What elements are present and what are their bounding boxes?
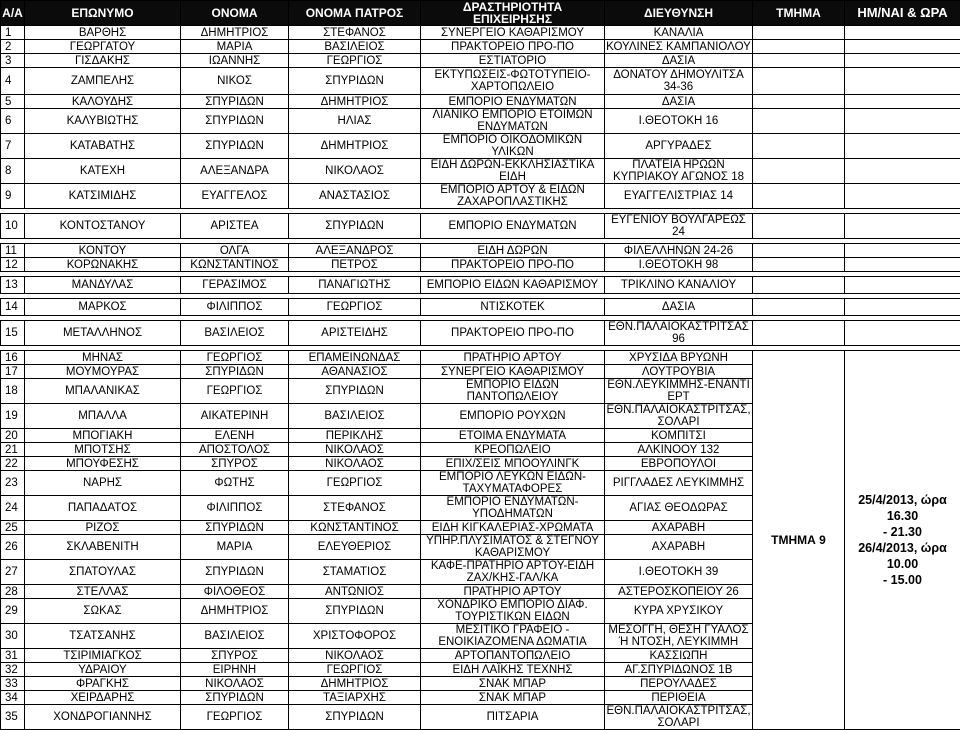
surname-cell: ΚΑΛΥΒΙΩΤΗΣ [25,109,181,134]
name-cell: ΒΑΣΙΛΕΙΟΣ [181,321,289,346]
dept-empty-cell [753,134,845,159]
name-cell: ΔΗΜΗΤΡΙΟΣ [181,26,289,40]
name-cell: ΦΩΤΗΣ [181,471,289,496]
dept-empty-cell [753,321,845,346]
name-cell: ΦΙΛΙΠΠΟΣ [181,299,289,316]
address-cell: ΕΥΑΓΓΕΛΙΣΤΡΙΑΣ 14 [605,184,753,209]
address-cell: ΕΒΡΟΠΟΥΛΟΙ [605,457,753,471]
activity-cell: ΣΥΝΕΡΓΕΙΟ ΚΑΘΑΡΙΣΜΟΥ [421,26,605,40]
dept-empty-cell [753,159,845,184]
surname-cell: ΜΠΟΓΙΑΚΗ [25,429,181,443]
row-number: 24 [1,496,25,521]
row-number: 21 [1,443,25,457]
surname-cell: ΜΗΝΑΣ [25,351,181,365]
datetime-empty-cell [845,26,960,40]
table-row [1,68,960,95]
activity-cell: ΕΜΠΟΡΙΟ ΕΙΔΩΝ ΠΑΝΤΟΠΩΛΕΙΟΥ [421,379,605,404]
address-cell: ΠΕΡΙΘΕΙΑ [605,691,753,705]
name-cell: ΑΡΙΣΤΕΑ [181,214,289,239]
row-number: 16 [1,351,25,365]
activity-cell: ΠΡΑΚΤΟΡΕΙΟ ΠΡΟ-ΠΟ [421,321,605,346]
activity-cell: ΕΠΙΧ/ΣΕΙΣ ΜΠΟΟΥΛΙΝΓΚ [421,457,605,471]
surname-cell: ΚΑΤΑΒΑΤΗΣ [25,134,181,159]
activity-cell: ΛΙΑΝΙΚΟ ΕΜΠΟΡΙΟ ΕΤΟΙΜΩΝ ΕΝΔΥΜΑΤΩΝ [421,109,605,134]
row-number: 1 [1,26,25,40]
father-name-cell: ΝΙΚΟΛΑΟΣ [289,649,421,663]
address-cell: ΚΟΜΠΙΤΣΙ [605,429,753,443]
row-number: 9 [1,184,25,209]
address-cell: ΕΘΝ.ΠΑΛΑΙΟΚΑΣΤΡΙΤΣΑΣ, ΣΟΛΑΡΙ [605,705,753,730]
surname-cell: ΧΕΙΡΔΑΡΗΣ [25,691,181,705]
name-cell: ΣΠΥΡΙΔΩΝ [181,95,289,109]
name-cell: ΣΠΥΡΟΣ [181,649,289,663]
row-number: 19 [1,404,25,429]
surname-cell: ΧΟΝΔΡΟΓΙΑΝΝΗΣ [25,705,181,730]
table-row [1,258,960,272]
activity-cell: ΣΝΑΚ ΜΠΑΡ [421,677,605,691]
name-cell: ΝΙΚΟΣ [181,68,289,95]
name-cell: ΜΑΡΙΑ [181,40,289,54]
header-row [1,1,960,26]
surname-cell: ΜΠΑΛΛΑ [25,404,181,429]
table-row [1,184,960,209]
row-number: 23 [1,471,25,496]
row-number: 12 [1,258,25,272]
address-cell: ΑΧΑΡΑΒΗ [605,535,753,560]
address-cell: ΑΓ.ΣΠΥΡΙΔΩΝΟΣ 1Β [605,663,753,677]
activity-cell: ΕΜΠΟΡΙΟ ΡΟΥΧΩΝ [421,404,605,429]
activity-cell: ΚΑΦΕ-ΠΡΑΤΗΡΙΟ ΑΡΤΟΥ-ΕΙΔΗ ΖΑΧ/ΚΗΣ-ΓΑΛ/ΚΑ [421,560,605,585]
address-cell: ΑΡΓΥΡΑΔΕΣ [605,134,753,159]
row-number: 27 [1,560,25,585]
surname-cell: ΜΕΤΑΛΛΗΝΟΣ [25,321,181,346]
datetime-empty-cell [845,184,960,209]
father-name-cell: ΣΠΥΡΙΔΩΝ [289,599,421,624]
surname-cell: ΤΣΑΤΣΑΝΗΣ [25,624,181,649]
datetime-empty-cell [845,109,960,134]
name-cell: ΣΠΥΡΙΔΩΝ [181,109,289,134]
col-address: ΔΙΕΥΘΥΝΣΗ [605,1,753,26]
datetime-empty-cell [845,134,960,159]
row-number: 7 [1,134,25,159]
table-row [1,299,960,316]
table-row [1,40,960,54]
dept-empty-cell [753,184,845,209]
activity-cell: ΕΜΠΟΡΙΟ ΟΙΚΟΔΟΜΙΚΩΝ ΥΛΙΚΩΝ [421,134,605,159]
name-cell: ΝΙΚΟΛΑΟΣ [181,677,289,691]
activity-cell: ΕΙΔΗ ΚΙΓΚΑΛΕΡΙΑΣ-ΧΡΩΜΑΤΑ [421,521,605,535]
datetime-empty-cell [845,40,960,54]
address-cell: Ι.ΘΕΟΤΟΚΗ 98 [605,258,753,272]
father-name-cell: ΕΠΑΜΕΙΝΩΝΔΑΣ [289,351,421,365]
address-cell: ΔΑΣΙΑ [605,95,753,109]
father-name-cell: ΓΕΩΡΓΙΟΣ [289,299,421,316]
datetime-empty-cell [845,214,960,239]
activity-cell: ΠΡΑΤΗΡΙΟ ΑΡΤΟΥ [421,351,605,365]
address-cell: ΔΟΝΑΤΟΥ ΔΗΜΟΥΛΙΤΣΑ 34-36 [605,68,753,95]
activity-cell: ΣΥΝΕΡΓΕΙΟ ΚΑΘΑΡΙΣΜΟΥ [421,365,605,379]
address-cell: ΛΟΥΤΡΟΥΒΙΑ [605,365,753,379]
father-name-cell: ΑΝΑΣΤΑΣΙΟΣ [289,184,421,209]
surname-cell: ΣΚΛΑΒΕΝΙΤΗ [25,535,181,560]
surname-cell: ΚΑΛΟΥΔΗΣ [25,95,181,109]
col-activity-line1: ΔΡΑΣΤΗΡΙΟΤΗΤΑ [421,1,604,13]
surname-cell: ΦΡΑΓΚΗΣ [25,677,181,691]
address-cell: Ι.ΘΕΟΤΟΚΗ 39 [605,560,753,585]
col-aa: Α/Α [1,1,25,26]
father-name-cell: ΠΕΡΙΚΛΗΣ [289,429,421,443]
surname-cell: ΒΑΡΘΗΣ [25,26,181,40]
row-number: 35 [1,705,25,730]
activity-cell: ΕΙΔΗ ΔΩΡΩΝ-ΕΚΚΛΗΣΙΑΣΤΙΚΑ ΕΙΔΗ [421,159,605,184]
row-number: 26 [1,535,25,560]
table-row [1,159,960,184]
surname-cell: ΣΠΑΤΟΥΛΑΣ [25,560,181,585]
name-cell: ΔΗΜΗΤΡΙΟΣ [181,599,289,624]
activity-cell: ΑΡΤΟΠΑΝΤΟΠΩΛΕΙΟ [421,649,605,663]
dept-empty-cell [753,68,845,95]
father-name-cell: ΒΑΣΙΛΕΙΟΣ [289,404,421,429]
name-cell: ΦΙΛΟΘΕΟΣ [181,585,289,599]
datetime-empty-cell [845,299,960,316]
surname-cell: ΜΟΥΜΟΥΡΑΣ [25,365,181,379]
address-cell: ΤΡΙΚΛΙΝΟ ΚΑΝΑΛΙΟΥ [605,277,753,294]
address-cell: ΜΕΣΟΓΓΗ, ΘΕΣΗ ΓΥΑΛΟΣ Ή ΝΤΟΣΗ, ΛΕΥΚΙΜΜΗ [605,624,753,649]
father-name-cell: ΚΩΝΣΤΑΝΤΙΝΟΣ [289,521,421,535]
surname-cell: ΚΑΤΣΙΜΙΔΗΣ [25,184,181,209]
address-cell: ΧΡΥΣΙΔΑ ΒΡΥΩΝΗ [605,351,753,365]
name-cell: ΓΕΩΡΓΙΟΣ [181,351,289,365]
name-cell: ΓΕΡΑΣΙΜΟΣ [181,277,289,294]
activity-cell: ΕΜΠΟΡΙΟ ΛΕΥΚΩΝ ΕΙΔΩΝ-ΤΑΧΥΜΑΤΑΦΟΡΕΣ [421,471,605,496]
address-cell: ΕΘΝ.ΠΑΛΑΙΟΚΑΣΤΡΙΤΣΑΣ, ΣΟΛΑΡΙ [605,404,753,429]
address-cell: ΠΛΑΤΕΙΑ ΗΡΩΩΝ ΚΥΠΡΙΑΚΟΥ ΑΓΩΝΟΣ 18 [605,159,753,184]
row-number: 8 [1,159,25,184]
address-cell: ΑΛΚΙΝΟΟΥ 132 [605,443,753,457]
father-name-cell: ΝΙΚΟΛΑΟΣ [289,159,421,184]
row-number: 13 [1,277,25,294]
row-number: 28 [1,585,25,599]
row-number: 34 [1,691,25,705]
table-row [1,244,960,258]
father-name-cell: ΒΑΣΙΛΕΙΟΣ [289,40,421,54]
name-cell: ΣΠΥΡΙΔΩΝ [181,365,289,379]
dept-empty-cell [753,40,845,54]
col-datetime: ΗΜ/ΝΑΙ & ΩΡΑ [845,1,960,26]
dept-empty-cell [753,109,845,134]
row-number: 14 [1,299,25,316]
surname-cell: ΚΟΝΤΟΣΤΑΝΟΥ [25,214,181,239]
datetime-line: - 15.00 [846,572,959,588]
row-number: 32 [1,663,25,677]
surname-cell: ΣΤΕΛΛΑΣ [25,585,181,599]
datetime-empty-cell [845,321,960,346]
surname-cell: ΜΑΡΚΟΣ [25,299,181,316]
father-name-cell: ΣΠΥΡΙΔΩΝ [289,68,421,95]
father-name-cell: ΑΡΙΣΤΕΙΔΗΣ [289,321,421,346]
address-cell: ΕΥΓΕΝΙΟΥ ΒΟΥΛΓΑΡΕΩΣ 24 [605,214,753,239]
table-row [1,54,960,68]
dept-empty-cell [753,244,845,258]
address-cell: ΑΓΙΑΣ ΘΕΟΔΩΡΑΣ [605,496,753,521]
name-cell: ΣΠΥΡΙΔΩΝ [181,134,289,159]
surname-cell: ΜΠΑΛΑΝΙΚΑΣ [25,379,181,404]
row-number: 25 [1,521,25,535]
dept-empty-cell [753,258,845,272]
row-number: 6 [1,109,25,134]
row-number: 4 [1,68,25,95]
row-number: 33 [1,677,25,691]
activity-cell: ΕΜΠΟΡΙΟ ΕΝΔΥΜΑΤΩΝ [421,95,605,109]
activity-cell: ΕΙΔΗ ΛΑΪΚΗΣ ΤΕΧΝΗΣ [421,663,605,677]
father-name-cell: ΔΗΜΗΤΡΙΟΣ [289,134,421,159]
name-cell: ΣΠΥΡΟΣ [181,457,289,471]
name-cell: ΓΕΩΡΓΙΟΣ [181,379,289,404]
dept-empty-cell [753,214,845,239]
surname-cell: ΣΩΚΑΣ [25,599,181,624]
datetime-empty-cell [845,244,960,258]
datetime-empty-cell [845,95,960,109]
activity-cell: ΕΙΔΗ ΔΩΡΩΝ [421,244,605,258]
row-number: 2 [1,40,25,54]
datetime-empty-cell [845,54,960,68]
activity-cell: ΠΙΤΣΑΡΙΑ [421,705,605,730]
col-activity-line2: ΕΠΙΧΕΙΡΗΣΗΣ [421,13,604,25]
name-cell: ΜΑΡΙΑ [181,535,289,560]
datetime-empty-cell [845,68,960,95]
name-cell: ΑΙΚΑΤΕΡΙΝΗ [181,404,289,429]
row-number: 10 [1,214,25,239]
name-cell: ΕΛΕΝΗ [181,429,289,443]
activity-cell: ΕΜΠΟΡΙΟ ΕΝΔΥΜΑΤΩΝ [421,214,605,239]
father-name-cell: ΑΘΑΝΑΣΙΟΣ [289,365,421,379]
surname-cell: ΥΔΡΑΙΟΥ [25,663,181,677]
datetime-merged-cell [845,351,960,730]
row-number: 29 [1,599,25,624]
col-activity [421,1,605,26]
father-name-cell: ΓΕΩΡΓΙΟΣ [289,54,421,68]
row-number: 17 [1,365,25,379]
col-father: ΟΝΟΜΑ ΠΑΤΡΟΣ [289,1,421,26]
dept-empty-cell [753,54,845,68]
address-cell: Ι.ΘΕΟΤΟΚΗ 16 [605,109,753,134]
col-name: ΟΝΟΜΑ [181,1,289,26]
col-surname: ΕΠΩΝΥΜΟ [25,1,181,26]
activity-cell: ΕΣΤΙΑΤΟΡΙΟ [421,54,605,68]
dept-empty-cell [753,277,845,294]
name-cell: ΣΠΥΡΙΔΩΝ [181,691,289,705]
activity-cell: ΠΡΑΤΗΡΙΟ ΑΡΤΟΥ [421,585,605,599]
address-cell: ΑΧΑΡΑΒΗ [605,521,753,535]
activity-cell: ΕΚΤΥΠΩΣΕΙΣ-ΦΩΤΟΤΥΠΕΙΟ-ΧΑΡΤΟΠΩΛΕΙΟ [421,68,605,95]
father-name-cell: ΠΕΤΡΟΣ [289,258,421,272]
surname-cell: ΜΠΟΤΣΗΣ [25,443,181,457]
name-cell: ΓΕΩΡΓΙΟΣ [181,705,289,730]
father-name-cell: ΔΗΜΗΤΡΙΟΣ [289,95,421,109]
father-name-cell: ΑΛΕΞΑΝΔΡΟΣ [289,244,421,258]
row-number: 15 [1,321,25,346]
father-name-cell: ΑΝΤΩΝΙΟΣ [289,585,421,599]
address-cell: ΚΑΝΑΛΙΑ [605,26,753,40]
surname-cell: ΤΣΙΡΙΜΙΑΓΚΟΣ [25,649,181,663]
surname-cell: ΚΟΡΩΝΑΚΗΣ [25,258,181,272]
activity-cell: ΕΜΠΟΡΙΟ ΑΡΤΟΥ & ΕΙΔΩΝ ΖΑΧΑΡΟΠΛΑΣΤΙΚΗΣ [421,184,605,209]
father-name-cell: ΓΕΩΡΓΙΟΣ [289,471,421,496]
father-name-cell: ΔΗΜΗΤΡΙΟΣ [289,677,421,691]
father-name-cell: ΤΑΞΙΑΡΧΗΣ [289,691,421,705]
row-number: 18 [1,379,25,404]
table-body [1,26,960,730]
father-name-cell: ΓΕΩΡΓΙΟΣ [289,663,421,677]
name-cell: ΒΑΣΙΛΕΙΟΣ [181,624,289,649]
address-cell: ΚΑΣΣΙΩΠΗ [605,649,753,663]
father-name-cell: ΣΠΥΡΙΔΩΝ [289,379,421,404]
name-cell: ΕΙΡΗΝΗ [181,663,289,677]
datetime-line: 25/4/2013, ώρα 16.30 [846,492,959,524]
father-name-cell: ΧΡΙΣΤΟΦΟΡΟΣ [289,624,421,649]
table-row [1,109,960,134]
father-name-cell: ΗΛΙΑΣ [289,109,421,134]
address-cell: ΡΙΓΓΛΑΔΕΣ ΛΕΥΚΙΜΜΗΣ [605,471,753,496]
surname-cell: ΡΙΖΟΣ [25,521,181,535]
datetime-line: - 21.30 [846,524,959,540]
row-number: 30 [1,624,25,649]
table-row [1,277,960,294]
dept-merged-cell: ΤΜΗΜΑ 9 [753,351,845,730]
dept-empty-cell [753,299,845,316]
father-name-cell: ΕΛΕΥΘΕΡΙΟΣ [289,535,421,560]
activity-cell: ΕΜΠΟΡΙΟ ΕΙΔΩΝ ΚΑΘΑΡΙΣΜΟΥ [421,277,605,294]
activity-cell: ΧΟΝΔΡΙΚΟ ΕΜΠΟΡΙΟ ΔΙΑΦ. ΤΟΥΡΙΣΤΙΚΩΝ ΕΙΔΩΝ [421,599,605,624]
row-number: 31 [1,649,25,663]
address-cell: ΕΘΝ.ΛΕΥΚΙΜΜΗΣ-ΕΝΑΝΤΙ ΕΡΤ [605,379,753,404]
table-row [1,321,960,346]
father-name-cell: ΣΤΑΜΑΤΙΟΣ [289,560,421,585]
col-dept: ΤΜΗΜΑ [753,1,845,26]
father-name-cell: ΣΠΥΡΙΔΩΝ [289,705,421,730]
address-cell: ΕΘΝ.ΠΑΛΑΙΟΚΑΣΤΡΙΤΣΑΣ 96 [605,321,753,346]
father-name-cell: ΠΑΝΑΓΙΩΤΗΣ [289,277,421,294]
surname-cell: ΓΕΩΡΓΑΤΟΥ [25,40,181,54]
row-number: 3 [1,54,25,68]
address-cell: ΚΟΥΛΙΝΕΣ ΚΑΜΠΑΝΙΟΛΟΥ [605,40,753,54]
surname-cell: ΝΑΡΗΣ [25,471,181,496]
row-number: 5 [1,95,25,109]
name-cell: ΟΛΓΑ [181,244,289,258]
address-cell: ΔΑΣΙΑ [605,54,753,68]
activity-cell: ΠΡΑΚΤΟΡΕΙΟ ΠΡΟ-ΠΟ [421,258,605,272]
activity-cell: ΜΕΣΙΤΙΚΟ ΓΡΑΦΕΙΟ - ΕΝΟΙΚΙΑΖΟΜΕΝΑ ΔΩΜΑΤΙΑ [421,624,605,649]
surname-cell: ΜΠΟΥΦΕΣΗΣ [25,457,181,471]
table-row [1,214,960,239]
father-name-cell: ΣΤΕΦΑΝΟΣ [289,496,421,521]
row-number: 20 [1,429,25,443]
datetime-empty-cell [845,277,960,294]
address-cell: ΦΙΛΕΛΛΗΝΩΝ 24-26 [605,244,753,258]
name-cell: ΑΠΟΣΤΟΛΟΣ [181,443,289,457]
name-cell: ΦΙΛΙΠΠΟΣ [181,496,289,521]
name-cell: ΣΠΥΡΙΔΩΝ [181,560,289,585]
datetime-empty-cell [845,258,960,272]
datetime-empty-cell [845,159,960,184]
name-cell: ΙΩΑΝΝΗΣ [181,54,289,68]
activity-cell: ΕΜΠΟΡΙΟ ΕΝΔΥΜΑΤΩΝ-ΥΠΟΔΗΜΑΤΩΝ [421,496,605,521]
name-cell: ΕΥΑΓΓΕΛΟΣ [181,184,289,209]
surname-cell: ΓΙΣΔΑΚΗΣ [25,54,181,68]
activity-cell: ΠΡΑΚΤΟΡΕΙΟ ΠΡΟ-ΠΟ [421,40,605,54]
address-cell: ΚΥΡΑ ΧΡΥΣΙΚΟΥ [605,599,753,624]
dept-empty-cell [753,26,845,40]
surname-cell: ΚΑΤΕΧΗ [25,159,181,184]
table-row [1,26,960,40]
surname-cell: ΚΟΝΤΟΥ [25,244,181,258]
address-cell: ΑΣΤΕΡΟΣΚΟΠΕΙΟΥ 26 [605,585,753,599]
surname-cell: ΜΑΝΔΥΛΑΣ [25,277,181,294]
name-cell: ΣΠΥΡΙΔΩΝ [181,521,289,535]
surname-cell: ΠΑΠΑΔΑΤΟΣ [25,496,181,521]
surname-cell: ΖΑΜΠΕΛΗΣ [25,68,181,95]
dept-empty-cell [753,95,845,109]
activity-cell: ΥΠΗΡ.ΠΛΥΣΙΜΑΤΟΣ & ΣΤΕΓΝΟΥ ΚΑΘΑΡΙΣΜΟΥ [421,535,605,560]
activity-cell: ΣΝΑΚ ΜΠΑΡ [421,691,605,705]
father-name-cell: ΣΤΕΦΑΝΟΣ [289,26,421,40]
table-row [1,351,960,365]
row-number: 22 [1,457,25,471]
activity-cell: ΚΡΕΟΠΩΛΕΙΟ [421,443,605,457]
table-row [1,95,960,109]
row-number: 11 [1,244,25,258]
activity-cell: ΝΤΙΣΚΟΤΕΚ [421,299,605,316]
name-cell: ΚΩΝΣΤΑΝΤΙΝΟΣ [181,258,289,272]
activity-cell: ΕΤΟΙΜΑ ΕΝΔΥΜΑΤΑ [421,429,605,443]
name-cell: ΑΛΕΞΑΝΔΡΑ [181,159,289,184]
address-cell: ΠΕΡΟΥΛΑΔΕΣ [605,677,753,691]
address-cell: ΔΑΣΙΑ [605,299,753,316]
table-row [1,134,960,159]
father-name-cell: ΣΠΥΡΙΔΩΝ [289,214,421,239]
father-name-cell: ΝΙΚΟΛΑΟΣ [289,443,421,457]
datetime-line: 26/4/2013, ώρα 10.00 [846,540,959,572]
father-name-cell: ΝΙΚΟΛΑΟΣ [289,457,421,471]
